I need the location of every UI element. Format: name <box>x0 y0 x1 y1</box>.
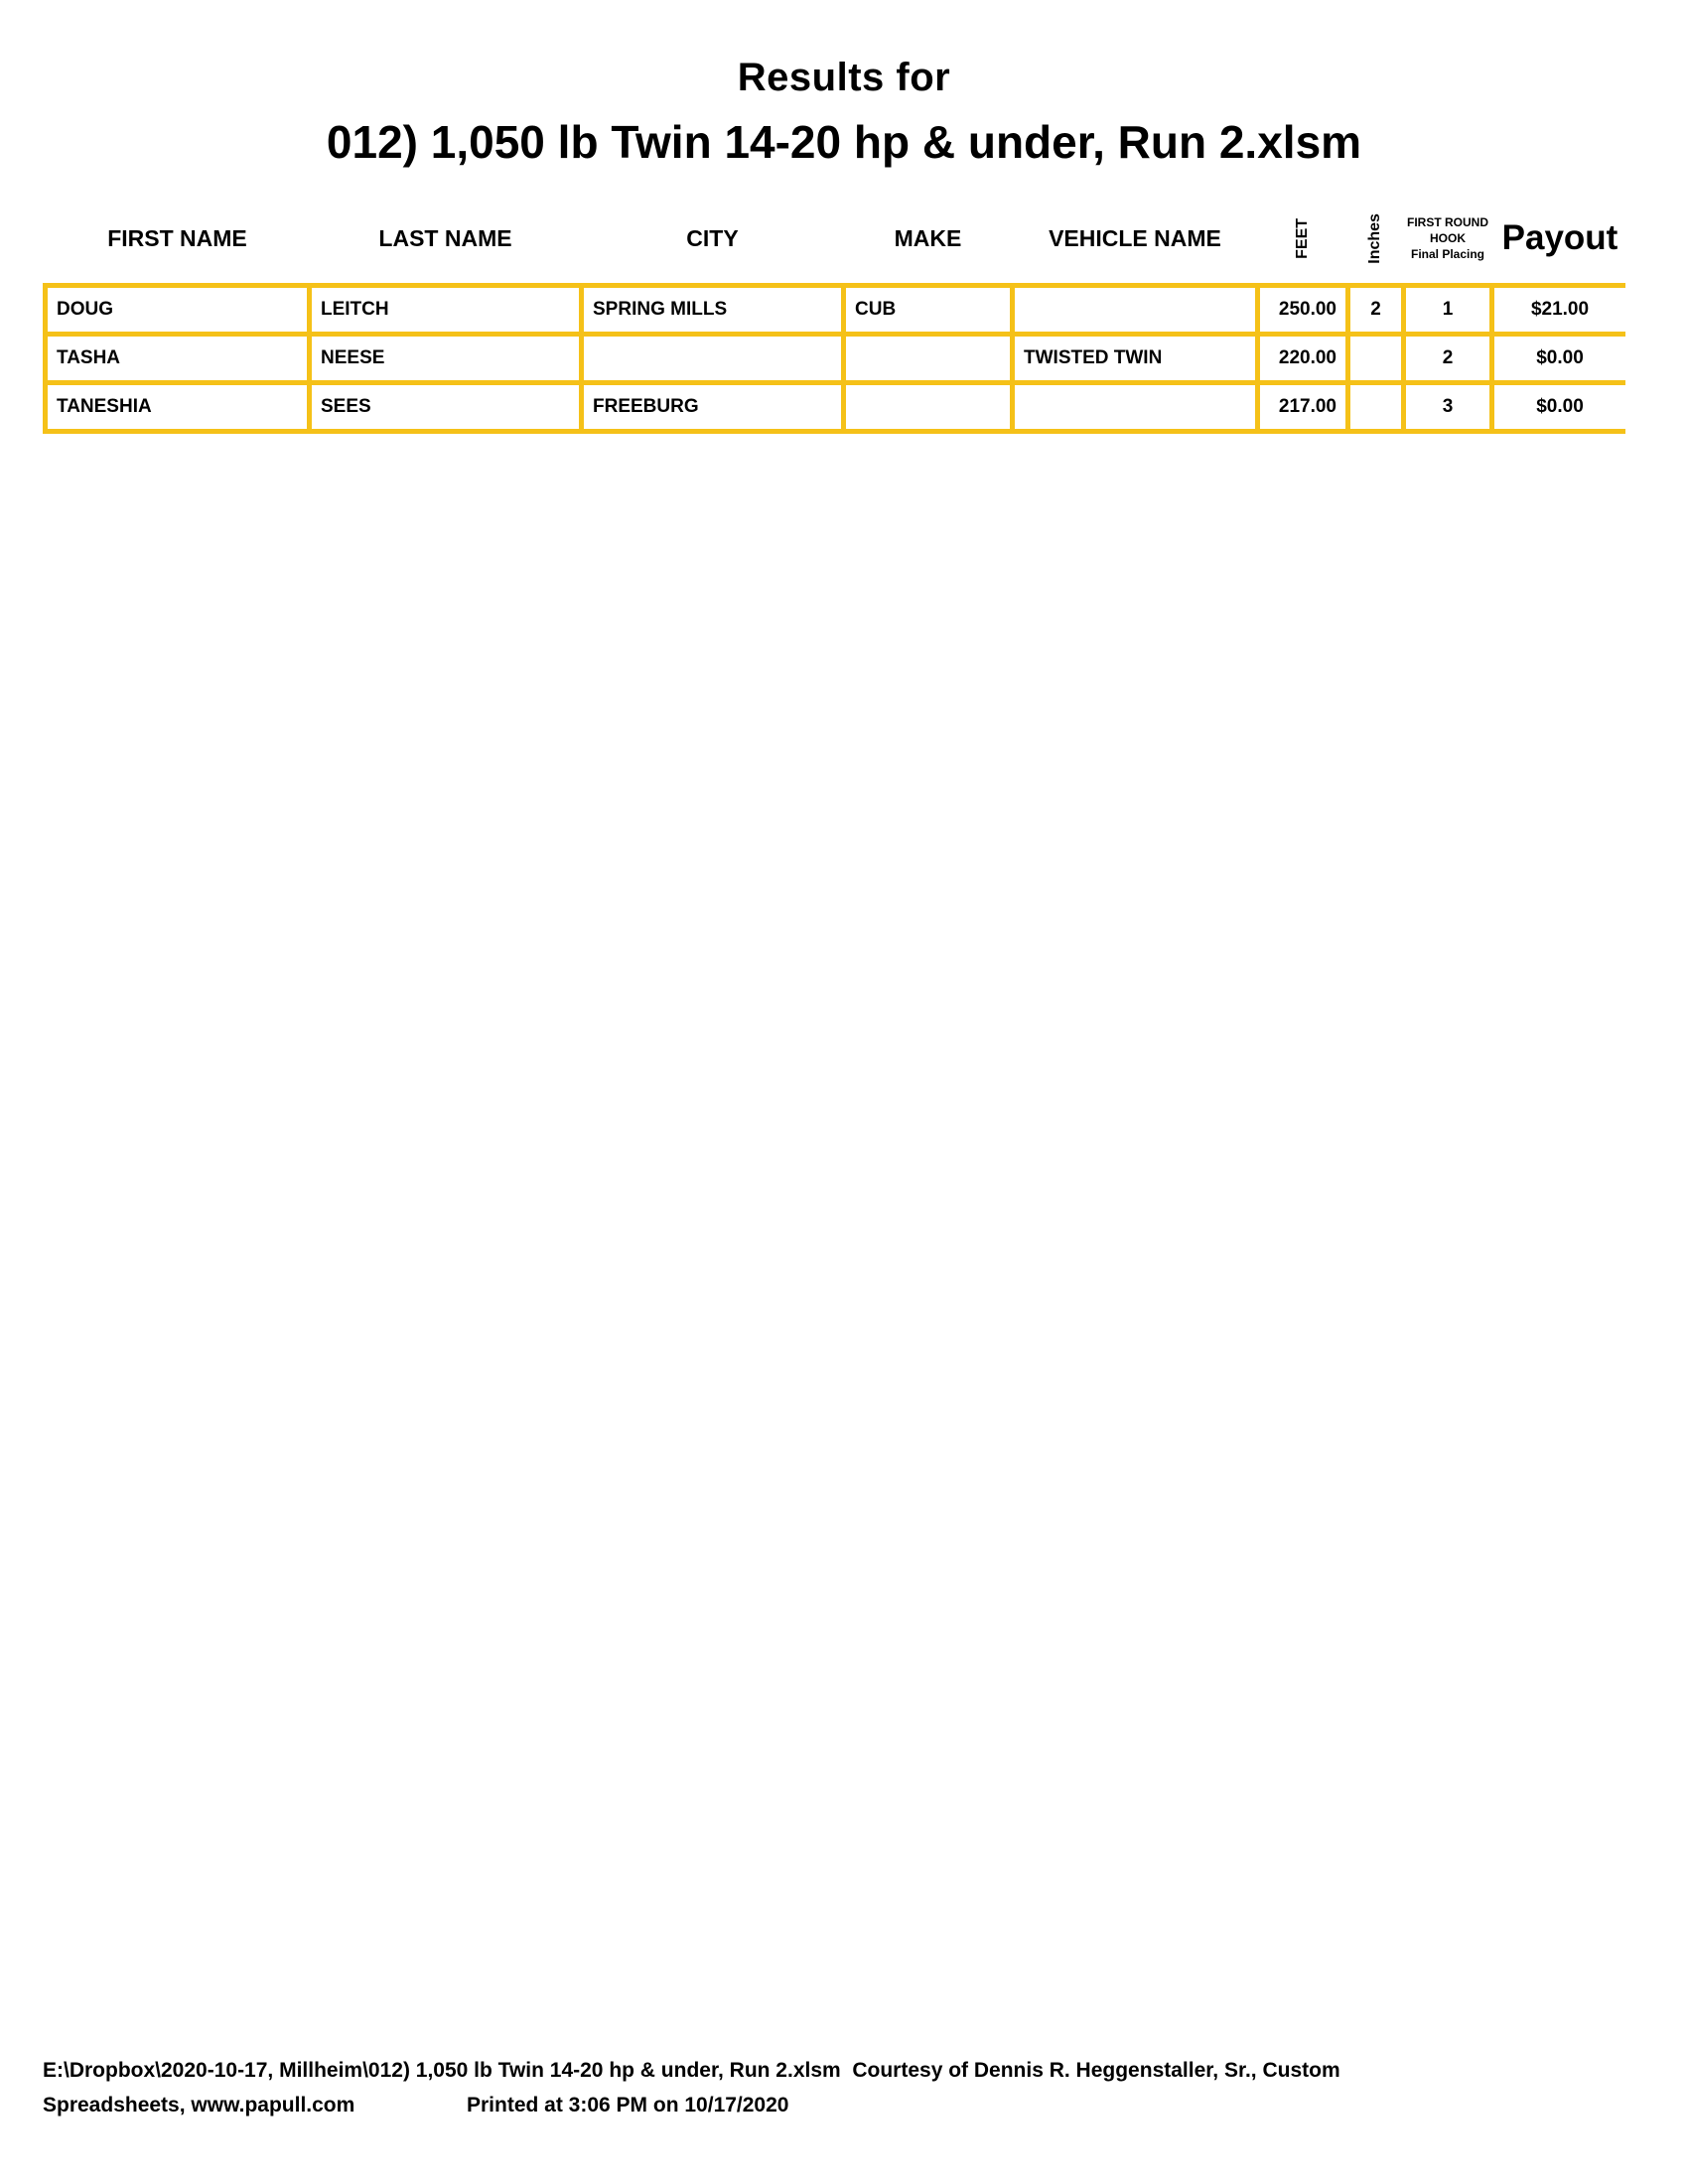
col-header-last-name: LAST NAME <box>378 224 512 251</box>
footer-printed-timestamp: Printed at 3:06 PM on 10/17/2020 <box>467 2094 789 2116</box>
cell-r0-make: CUB <box>846 288 1010 332</box>
col-header-make: MAKE <box>894 224 962 251</box>
cell-r1-feet: 220.00 <box>1260 337 1345 380</box>
results-table <box>43 283 1625 434</box>
footer-filepath-line: E:\Dropbox\2020-10-17, Millheim\012) 1,050 lb Twin 14-20 hp & under, Run 2.xlsm Courtesy of Dennis R. Heggenstaller, Sr., Custom <box>43 2059 1340 2082</box>
footer-second-line <box>43 2094 1433 2117</box>
cell-r1-payout: $0.00 <box>1494 337 1625 380</box>
cell-r0-placing: 1 <box>1406 288 1489 332</box>
cell-r0-inches: 2 <box>1350 288 1401 332</box>
cell-r1-vehicle-name: TWISTED TWIN <box>1015 337 1255 380</box>
cell-r2-placing: 3 <box>1406 385 1489 429</box>
placing-label-line3: Final Placing <box>1410 247 1484 261</box>
cell-r2-feet: 217.00 <box>1260 385 1345 429</box>
cell-r1-make <box>846 337 1010 380</box>
footer-website-text: Spreadsheets, www.papull.com <box>43 2094 355 2116</box>
cell-r2-inches <box>1350 385 1401 429</box>
table-header-row <box>43 195 1625 282</box>
col-header-payout: Payout <box>1501 217 1618 257</box>
placing-label-line1: FIRST ROUND <box>1407 215 1488 229</box>
cell-r2-vehicle-name <box>1015 385 1255 429</box>
cell-r1-last-name: NEESE <box>312 337 579 380</box>
cell-r2-city: FREEBURG <box>584 385 841 429</box>
cell-r2-payout: $0.00 <box>1494 385 1625 429</box>
col-header-vehicle-name: VEHICLE NAME <box>1049 224 1221 251</box>
cell-r0-feet: 250.00 <box>1260 288 1345 332</box>
cell-r1-city <box>584 337 841 380</box>
col-header-inches <box>1350 195 1401 282</box>
page-subtitle-filename: 012) 1,050 lb Twin 14-20 hp & under, Run 2.xlsm <box>326 116 1362 168</box>
cell-r2-make <box>846 385 1010 429</box>
cell-r1-inches <box>1350 337 1401 380</box>
cell-r1-placing: 2 <box>1406 337 1489 380</box>
cell-r0-first-name: DOUG <box>48 288 307 332</box>
cell-r0-payout: $21.00 <box>1494 288 1625 332</box>
col-header-final-placing <box>1406 195 1489 282</box>
col-header-city: CITY <box>686 224 739 251</box>
page-title: Results for <box>737 56 951 99</box>
cell-r2-first-name: TANESHIA <box>48 385 307 429</box>
cell-r0-vehicle-name <box>1015 288 1255 332</box>
placing-label-line2: HOOK <box>1430 231 1466 245</box>
cell-r1-first-name: TASHA <box>48 337 307 380</box>
feet-rotated-label: FEET <box>1293 217 1311 259</box>
cell-r2-last-name: SEES <box>312 385 579 429</box>
col-header-first-name: FIRST NAME <box>107 224 247 251</box>
inches-rotated-label: Inches <box>1366 212 1384 264</box>
col-header-feet <box>1260 195 1345 282</box>
cell-r0-last-name: LEITCH <box>312 288 579 332</box>
cell-r0-city: SPRING MILLS <box>584 288 841 332</box>
